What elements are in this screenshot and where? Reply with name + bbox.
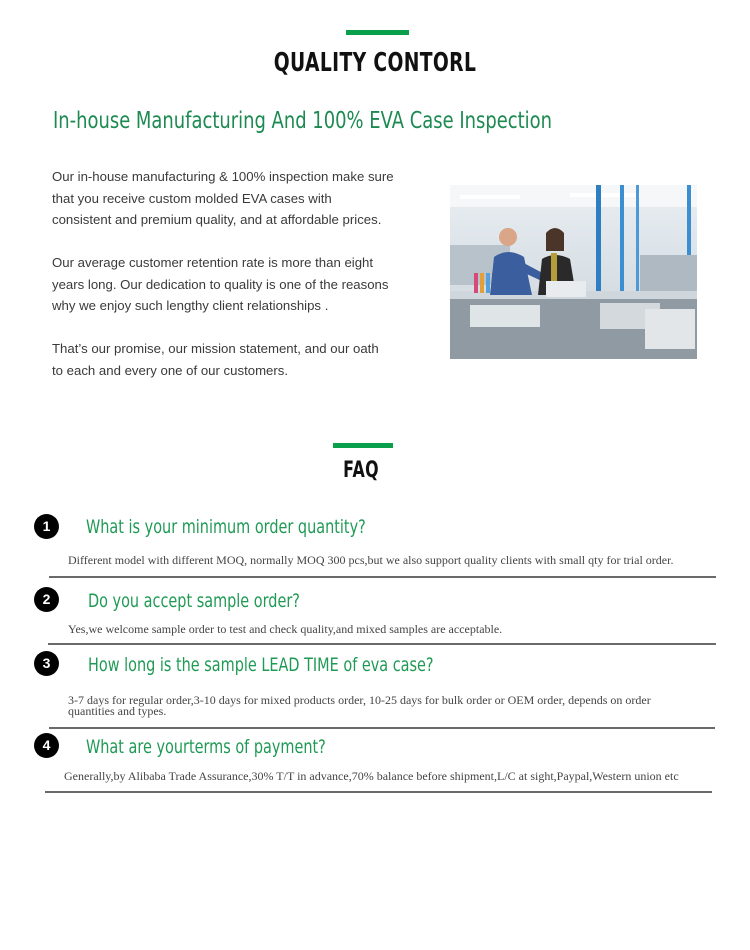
text-line: why we enjoy such lengthy client relationships .	[52, 298, 329, 313]
faq-answer	[68, 695, 718, 717]
section-accent-bar	[346, 30, 409, 35]
factory-photo-illustration	[450, 185, 697, 359]
faq-question: What are yourterms of payment?	[86, 736, 326, 758]
faq-question: How long is the sample LEAD TIME of eva case?	[88, 654, 434, 676]
number-badge: 3	[34, 651, 59, 676]
faq-section-title: FAQ	[343, 458, 379, 483]
faq-question: What is your minimum order quantity?	[86, 516, 366, 538]
text-line: quantities and types.	[68, 704, 167, 718]
text-line: That’s our promise, our mission statement, and our oath	[52, 341, 379, 356]
factory-inspection-photo	[450, 185, 697, 359]
faq-answer: Different model with different MOQ, normally MOQ 300 pcs,but we also support quality clients with small qty for trial order.	[68, 553, 674, 567]
faq-divider	[49, 576, 716, 578]
text-line: to each and every one of our customers.	[52, 362, 289, 378]
text-line: 3-7 days for regular order,3-10 days for mixed products order, 10-25 days for bulk order or OEM order, depends on order	[68, 693, 651, 707]
faq-divider	[48, 643, 716, 645]
text-line: years long. Our dedication to quality is one of the reasons	[52, 276, 389, 292]
faq-question: Do you accept sample order?	[88, 590, 300, 612]
number-badge: 1	[34, 514, 59, 539]
quality-paragraph-2	[52, 252, 397, 317]
quality-paragraph-3	[52, 338, 397, 381]
quality-paragraph-1	[52, 166, 397, 231]
text-line: Our average customer retention rate is more than eight	[52, 255, 374, 270]
faq-divider	[45, 791, 712, 793]
quality-subheading: In-house Manufacturing And 100% EVA Case Inspection	[53, 108, 552, 134]
text-line: Our in-house manufacturing & 100% inspection make sure	[52, 169, 394, 184]
faq-answer: Yes,we welcome sample order to test and check quality,and mixed samples are acceptable.	[68, 622, 503, 636]
faq-accent-bar	[333, 443, 393, 448]
text-line: consistent and premium quality, and at affordable prices.	[52, 212, 382, 227]
quality-section-title: QUALITY CONTORL	[273, 48, 477, 78]
faq-answer: Generally,by Alibaba Trade Assurance,30% T/T in advance,70% balance before shipment,L/C at sight,Paypal,Western union etc	[64, 769, 679, 783]
number-badge: 2	[34, 587, 59, 612]
text-line: that you receive custom molded EVA cases with	[52, 190, 332, 206]
number-badge: 4	[34, 733, 59, 758]
faq-divider	[49, 727, 715, 729]
